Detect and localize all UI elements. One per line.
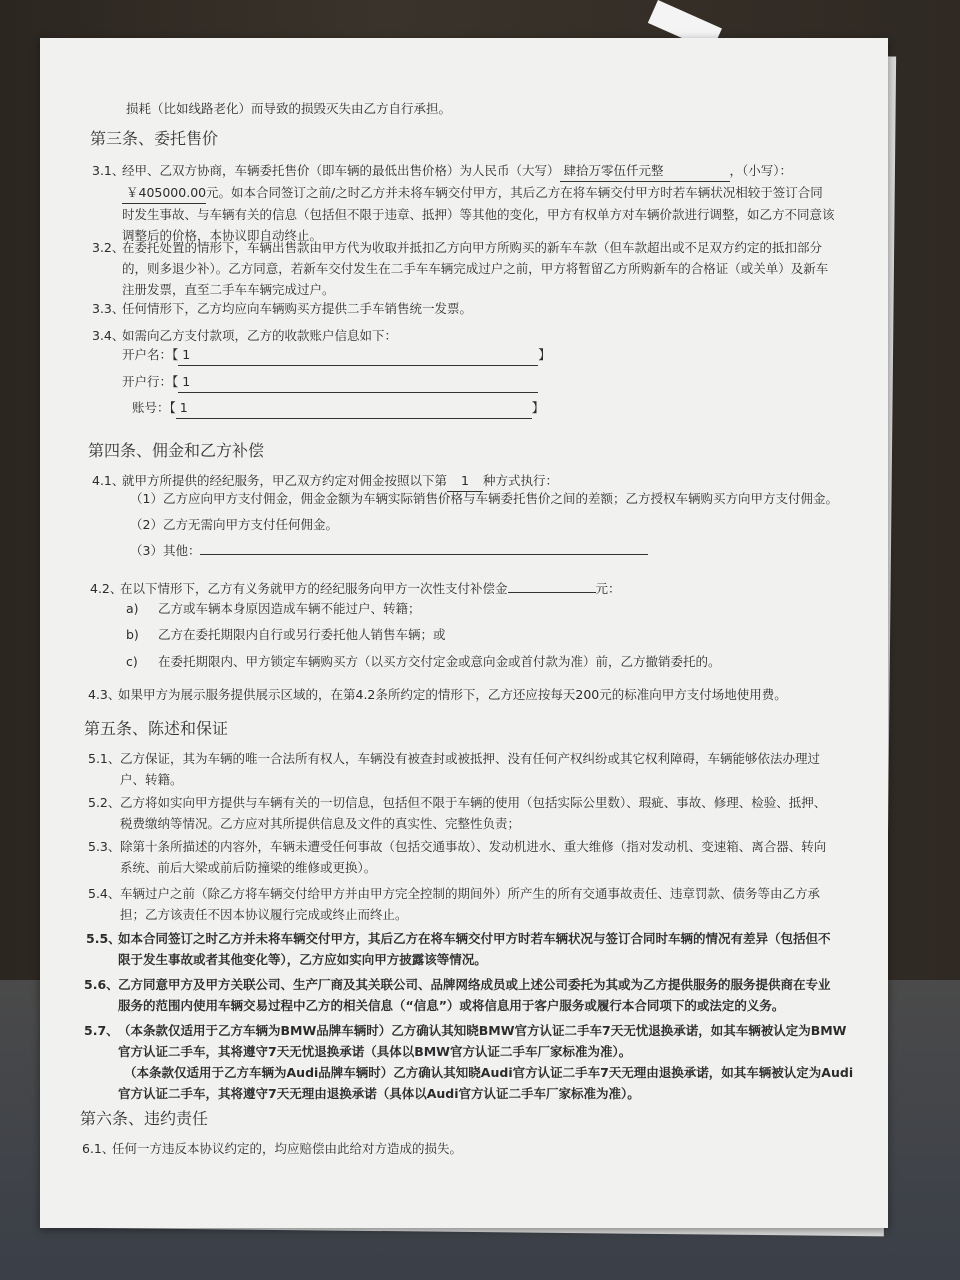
clause-3-1-text-post: ，（小写）：	[729, 163, 793, 178]
commission-option-choice: 1	[447, 470, 483, 492]
bank-row	[122, 371, 538, 393]
bracket-open: 【	[172, 374, 179, 389]
clause-5-1-number: 5.1、	[88, 751, 121, 766]
clause-5-4-line-1: 车辆过户之前（除乙方将车辆交付给甲方并由甲方完全控制的期间外）所产生的所有交通事故责任、违章罚款、债务等由乙方承	[120, 886, 821, 901]
clause-3-1-number: 3.1、	[92, 163, 125, 178]
clause-3-1-text-2: 元。如本合同签订之前/之时乙方并未将车辆交付甲方，其后乙方在将车辆交付甲方时若车辆状况相较于签订合同	[206, 185, 823, 200]
clause-5-7-line-1: （本条款仅适用于乙方车辆为BMW品牌车辆时）乙方确认其知晓BMW官方认证二手车7天无忧退换承诺，如其车辆被认定为BMW	[118, 1023, 847, 1038]
contract-page	[40, 38, 888, 1228]
clause-3-1-line-3: 时发生事故、与车辆有关的信息（包括但不限于违章、抵押）等其他的变化，甲方有权单方对车辆价款进行调整，如乙方不同意该	[122, 207, 835, 222]
item-c: 在委托期限内、甲方锁定车辆购买方（以买方交付定金或意向金或首付款为准）前，乙方撤销委托的。	[158, 654, 721, 669]
clause-3-2-line-2: 的，则多退少补）。乙方同意，若新车交付发生在二手车车辆完成过户之前，甲方将暂留乙方所购新车的合格证（或关单）及新车	[122, 261, 829, 276]
clause-5-7-line-4: 官方认证二手车，其将遵守7天无理由退换承诺（具体以Audi官方认证二手车厂家标准为准）。	[118, 1086, 640, 1101]
item-c-label: c)	[126, 654, 138, 669]
section-6-heading: 第六条、违约责任	[80, 1109, 209, 1128]
clause-5-1-line-1: 乙方保证，其为车辆的唯一合法所有权人，车辆没有被查封或被抵押、没有任何产权纠纷或其它权利障碍，车辆能够依法办理过	[120, 751, 821, 766]
bank-value: 1	[178, 371, 538, 393]
clause-5-5-number: 5.5、	[86, 931, 121, 946]
bank-label: 开户行：	[122, 374, 173, 389]
option-3-label: （3）其他：	[130, 543, 201, 558]
clause-4-3: 如果甲方为展示服务提供展示区域的，在第4.2条所约定的情形下，乙方还应按每天200元的标准向甲方支付场地使用费。	[118, 687, 787, 702]
bracket-open: 【	[172, 347, 179, 362]
clause-5-2-line-1: 乙方将如实向甲方提供与车辆有关的一切信息，包括但不限于车辆的使用（包括实际公里数）、瑕疵、事故、修理、检验、抵押、	[120, 795, 827, 810]
item-b: 乙方在委托期限内自行或另行委托他人销售车辆；或	[158, 627, 446, 642]
compensation-blank	[508, 592, 596, 593]
option-3	[130, 540, 648, 561]
clause-5-4-line-2: 担；乙方该责任不因本协议履行完成或终止而终止。	[120, 907, 408, 922]
option-2: （2）乙方无需向甲方支付任何佣金。	[130, 517, 338, 532]
clause-4-2-number: 4.2、	[90, 581, 123, 596]
clause-5-2-line-2: 税费缴纳等情况。乙方应对其所提供信息及文件的真实性、完整性负责；	[120, 816, 521, 831]
clause-5-6-line-2: 服务的范围内使用车辆交易过程中乙方的相关信息（“信息”）或将信息用于客户服务或履行本合同项下的或法定的义务。	[118, 998, 785, 1013]
clause-5-1-line-2: 户、转籍。	[120, 772, 183, 787]
clause-5-2-number: 5.2、	[88, 795, 121, 810]
clause-5-2	[120, 792, 860, 834]
clause-5-3	[120, 836, 860, 878]
bracket-close: 】	[531, 400, 545, 415]
clause-3-2-line-3: 注册发票，直至二手车车辆完成过户。	[122, 282, 335, 297]
clause-5-5	[118, 928, 862, 970]
section-5-heading: 第五条、陈述和保证	[84, 719, 229, 738]
clause-3-4: 如需向乙方支付款项，乙方的收款账户信息如下：	[122, 328, 398, 343]
clause-5-3-line-1: 除第十条所描述的内容外，车辆未遭受任何事故（包括交通事故）、发动机进水、重大维修（指对发动机、变速箱、离合器、转向	[120, 839, 827, 854]
clause-5-1	[120, 748, 860, 790]
account-name-row	[122, 344, 551, 366]
clause-4-2	[120, 578, 621, 599]
clause-5-3-line-2: 系统、前后大梁或前后防撞梁的维修或更换）。	[120, 860, 377, 875]
clause-3-1-line-2	[122, 182, 862, 204]
clause-3-1-text: 经甲、乙双方协商，车辆委托售价（即车辆的最低出售价格）为人民币（大写）	[122, 163, 560, 178]
clause-4-2-text: 在以下情形下，乙方有义务就甲方的经纪服务向甲方一次性支付补偿金	[120, 581, 508, 596]
clause-5-5-line-1: 如本合同签订之时乙方并未将车辆交付甲方，其后乙方在将车辆交付甲方时若车辆状况与签订合同时车辆的情况有差异（包括但不	[118, 931, 831, 946]
section-3-heading: 第三条、委托售价	[90, 129, 219, 148]
clause-3-2-number: 3.2、	[92, 240, 125, 255]
clause-5-7-line-2: 官方认证二手车，其将遵守7天无忧退换承诺（具体以BMW官方认证二手车厂家标准为准）。	[118, 1044, 632, 1059]
amount-in-words: 肆拾万零伍仟元整	[560, 160, 730, 182]
clause-6-1-number: 6.1、	[82, 1141, 115, 1156]
clause-4-1-text-post: 种方式执行：	[483, 473, 559, 488]
account-number-row	[132, 397, 544, 419]
clause-3-3-number: 3.3、	[92, 301, 125, 316]
account-number-value: 1	[176, 397, 532, 419]
section-4-heading: 第四条、佣金和乙方补偿	[88, 441, 265, 460]
item-a: 乙方或车辆本身原因造成车辆不能过户、转籍；	[158, 601, 421, 616]
account-name-value: 1	[178, 344, 538, 366]
bracket-close: 】	[538, 347, 551, 362]
clause-3-2	[122, 237, 862, 300]
clause-5-6	[118, 974, 862, 1016]
clause-5-7-line-3: （本条款仅适用于乙方车辆为Audi品牌车辆时）乙方确认其知晓Audi官方认证二手车7天无理由退换承诺，如其车辆被认定为Audi	[124, 1065, 854, 1080]
clause-5-3-number: 5.3、	[88, 839, 121, 854]
bracket-open: 【	[169, 400, 176, 415]
option-3-blank	[200, 554, 648, 555]
clause-5-4-number: 5.4、	[88, 886, 121, 901]
clause-6-1: 任何一方违反本协议约定的，均应赔偿由此给对方造成的损失。	[112, 1141, 463, 1156]
option-1: （1）乙方应向甲方支付佣金，佣金金额为车辆实际销售价格与车辆委托售价之间的差额；乙方授权车辆购买方向甲方支付佣金。	[130, 491, 838, 506]
clause-3-1-line-1	[122, 160, 862, 182]
clause-5-5-line-2: 限于发生事故或者其他变化等），乙方应如实向甲方披露该等情况。	[118, 952, 487, 967]
clause-3-1	[122, 160, 862, 246]
clause-5-7-number: 5.7、	[84, 1023, 119, 1038]
clause-3-2-line-1: 在委托处置的情形下，车辆出售款由甲方代为收取并抵扣乙方向甲方所购买的新车车款（但车款超出或不足双方约定的抵扣部分	[122, 240, 823, 255]
clause-3-4-number: 3.4、	[92, 328, 125, 343]
clause-3-3: 任何情形下，乙方均应向车辆购买方提供二手车销售统一发票。	[122, 301, 473, 316]
clause-3-1-line-4: 调整后的价格，本协议即自动终止。	[122, 228, 323, 243]
clause-4-3-number: 4.3、	[88, 687, 121, 702]
amount-in-numbers: ￥405000.00	[122, 182, 206, 204]
account-name-label: 开户名：	[122, 347, 173, 362]
item-b-label: b)	[126, 627, 139, 642]
clause-5-4	[120, 883, 860, 925]
clause-5-6-line-1: 乙方同意甲方及甲方关联公司、生产厂商及其关联公司、品牌网络成员或上述公司委托为其或为乙方提供服务的服务提供商在专业	[118, 977, 831, 992]
clause-5-6-number: 5.6、	[84, 977, 119, 992]
clause-4-1-text: 就甲方所提供的经纪服务，甲乙双方约定对佣金按照以下第	[122, 473, 448, 488]
clause-4-1-number: 4.1、	[92, 473, 125, 488]
clause-5-7	[118, 1020, 868, 1104]
intro-line: 损耗（比如线路老化）而导致的损毁灭失由乙方自行承担。	[126, 101, 452, 116]
account-number-label: 账号：	[132, 400, 170, 415]
item-a-label: a)	[126, 601, 139, 616]
clause-4-2-text-post: 元：	[595, 581, 621, 596]
